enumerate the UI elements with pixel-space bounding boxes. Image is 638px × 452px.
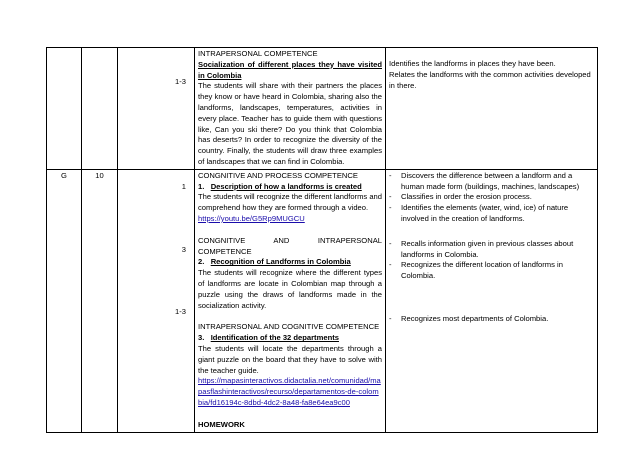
indicator-item: - Recalls information given in previous classes about landforms in Colombia. [389, 239, 594, 261]
session-cell [118, 48, 195, 170]
activity-description: The students will share with their partners the places they know or have heard in Colombia, sharing also the landforms, landscapes, temperatures, activities in every place. Teacher has to guide them with questions like, Can you ski there? Do you think that Colombia has deserts? In order to recognize the diversity of the country. Finally, the students will draw three examples of landscapes that we can find in Colombia. [198, 81, 382, 166]
activity-description: The students will recognize the different landforms and comprehend how they are formed through a video. [198, 192, 382, 213]
indicators-cell [386, 48, 598, 170]
activity-cell [195, 48, 386, 170]
grade-label: G [61, 170, 67, 180]
map-link[interactable]: https://mapasinteractivos.didactalia.net/comunidad/mapasflashinteractivos/recurso/departamentos-de-colombia/fd16194c-8dbd-4dc2-8a48-fa8e64ea9c00 [198, 376, 381, 407]
competence-heading: INTRAPERSONAL AND COGNITIVE COMPETENCE [198, 322, 380, 332]
indicators-cell [386, 169, 598, 432]
indicator-list [389, 171, 594, 225]
indicator-list [389, 314, 594, 325]
indicator-item: - Discovers the difference between a landform and a human made form (buildings, machines, landscapes) [389, 171, 594, 193]
indicator-item: - Recognizes most departments of Colombia. [389, 314, 594, 325]
activity-title: Recognition of Landforms in Colombia [210, 257, 351, 267]
grade-cell [47, 48, 82, 170]
indicator-item: - Classifies in order the erosion process. [389, 192, 594, 203]
activity-title: Identification of the 32 departments [210, 333, 339, 343]
week-label: 10 [95, 170, 104, 180]
activity-block [198, 322, 382, 408]
activity-cell [195, 169, 386, 432]
activity-number: 1. [198, 181, 205, 191]
activity-block [198, 236, 382, 312]
lesson-plan-table [46, 47, 598, 433]
session-label: 1 [181, 181, 186, 191]
competence-heading: CONGNITIVE AND INTRAPERSONAL COMPETENCE [198, 235, 382, 256]
activity-block [198, 171, 382, 225]
week-cell [82, 169, 118, 432]
week-cell [82, 48, 118, 170]
indicator-text: Identifies the landforms in places they have been. [389, 59, 556, 68]
session-cell [118, 169, 195, 432]
indicator-text: Relates the landforms with the common activities developed in there. [389, 69, 591, 90]
indicator-item: - Recognizes the different location of landforms in Colombia. [389, 260, 594, 282]
homework-heading: HOMEWORK [198, 419, 245, 429]
session-label: 1-3 [175, 307, 186, 317]
session-label: 3 [181, 244, 186, 254]
activity-number: 2. [198, 257, 205, 267]
grade-cell [47, 169, 82, 432]
competence-heading: CONGNITIVE AND PROCESS COMPETENCE [198, 170, 358, 180]
activity-description: The students will locate the departments through a giant puzzle on the board that they have to solve with the teacher guide. [198, 343, 382, 375]
session-label: 1-3 [175, 77, 186, 86]
table-row-week-10 [47, 169, 598, 432]
video-link[interactable]: https://youtu.be/G5Rp9MUGCU [198, 213, 305, 223]
activity-title: Description of how a landforms is created [210, 181, 362, 191]
competence-heading: INTRAPERSONAL COMPETENCE [198, 49, 318, 58]
indicator-item: - Identifies the elements (water, wind, ice) of nature involved in the creation of landforms. [389, 203, 594, 225]
activity-title: Socialization of different places they have visited in Colombia [198, 59, 382, 80]
table-row-socialization [47, 48, 598, 170]
activity-description: The students will recognize where the different types of landforms are locate in Colombian map through a puzzle using the draws of landforms made in the socialization activity. [198, 268, 382, 310]
indicator-list [389, 239, 594, 282]
activity-number: 3. [198, 333, 205, 343]
